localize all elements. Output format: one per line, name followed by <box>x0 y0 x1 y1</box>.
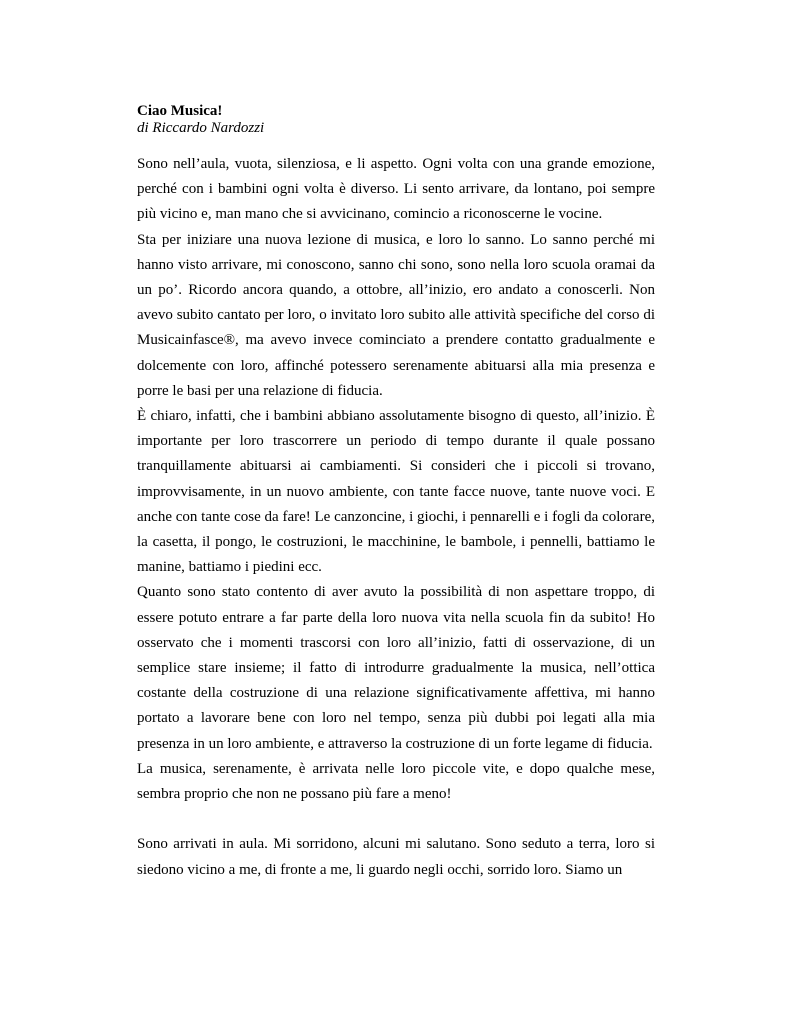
paragraph: Sta per iniziare una nuova lezione di musica, e loro lo sanno. Lo sanno perché mi hanno visto arrivare, mi conoscono, sanno chi sono, sono nella loro scuola oramai da un po’. Ricordo ancora quando, a ottobre, all’inizio, ero andato a conoscerli. Non avevo subito cantato per loro, o invitato loro subito alle attività specifiche del corso di Musicainfasce®, ma avevo invece cominciato a prendere contatto gradualmente e dolcemente con loro, affinché potessero serenamente abituarsi alla mia presenza e porre le basi per una relazione di fiducia. <box>137 231 655 399</box>
paragraph: Sono nell’aula, vuota, silenziosa, e li aspetto. Ogni volta con una grande emozione, perché con i bambini ogni volta è diverso. Li sento arrivare, da lontano, poi sempre più vicino e, man mano che si avvicinano, comincio a riconoscerne le vocine. <box>137 156 655 223</box>
paragraph: È chiaro, infatti, che i bambini abbiano assolutamente bisogno di questo, all’inizio. È importante per loro trascorrere un periodo di tempo durante il quale possano tranquillamente abituarsi ai cambiamenti. Si consideri che i piccoli si trovano, improvvisamente, in un nuovo ambiente, con tante facce nuove, tante nuove voci. E anche con tante cose da fare! Le canzoncine, i giochi, i pennarelli e i fogli da colorare, la casetta, il pongo, le costruzioni, le macchinine, le bambole, i pennelli, battiamo le manine, battiamo i piedini ecc. <box>137 408 655 576</box>
paragraph: Quanto sono stato contento di aver avuto la possibilità di non aspettare troppo, di essere potuto entrare a far parte della loro nuova vita nella scuola fin da subito! Ho osservato che i momenti trascorsi con loro all’inizio, fatti di osservazione, di un semplice stare insieme; il fatto di introdurre gradualmente la musica, nell’ottica costante della costruzione di una relazione significativamente affettiva, mi hanno portato a lavorare bene con loro nel tempo, senza più dubbi poi legati alla mia presenza in un loro ambiente, e attraverso la costruzione di un forte legame di fiducia. <box>137 584 655 752</box>
paragraph-gap <box>137 807 655 832</box>
paragraph: Sono arrivati in aula. Mi sorridono, alcuni mi salutano. Sono seduto a terra, loro si siedono vicino a me, di fronte a me, li guardo negli occhi, sorrido loro. Siamo un <box>137 836 655 878</box>
paragraph: La musica, serenamente, è arrivata nelle loro piccole vite, e dopo qualche mese, sembra proprio che non ne possano più fare a meno! <box>137 760 655 803</box>
document-author: di Riccardo Nardozzi <box>137 120 265 136</box>
document-content <box>137 103 655 883</box>
document-body <box>137 152 655 883</box>
document-title: Ciao Musica! <box>137 103 223 119</box>
